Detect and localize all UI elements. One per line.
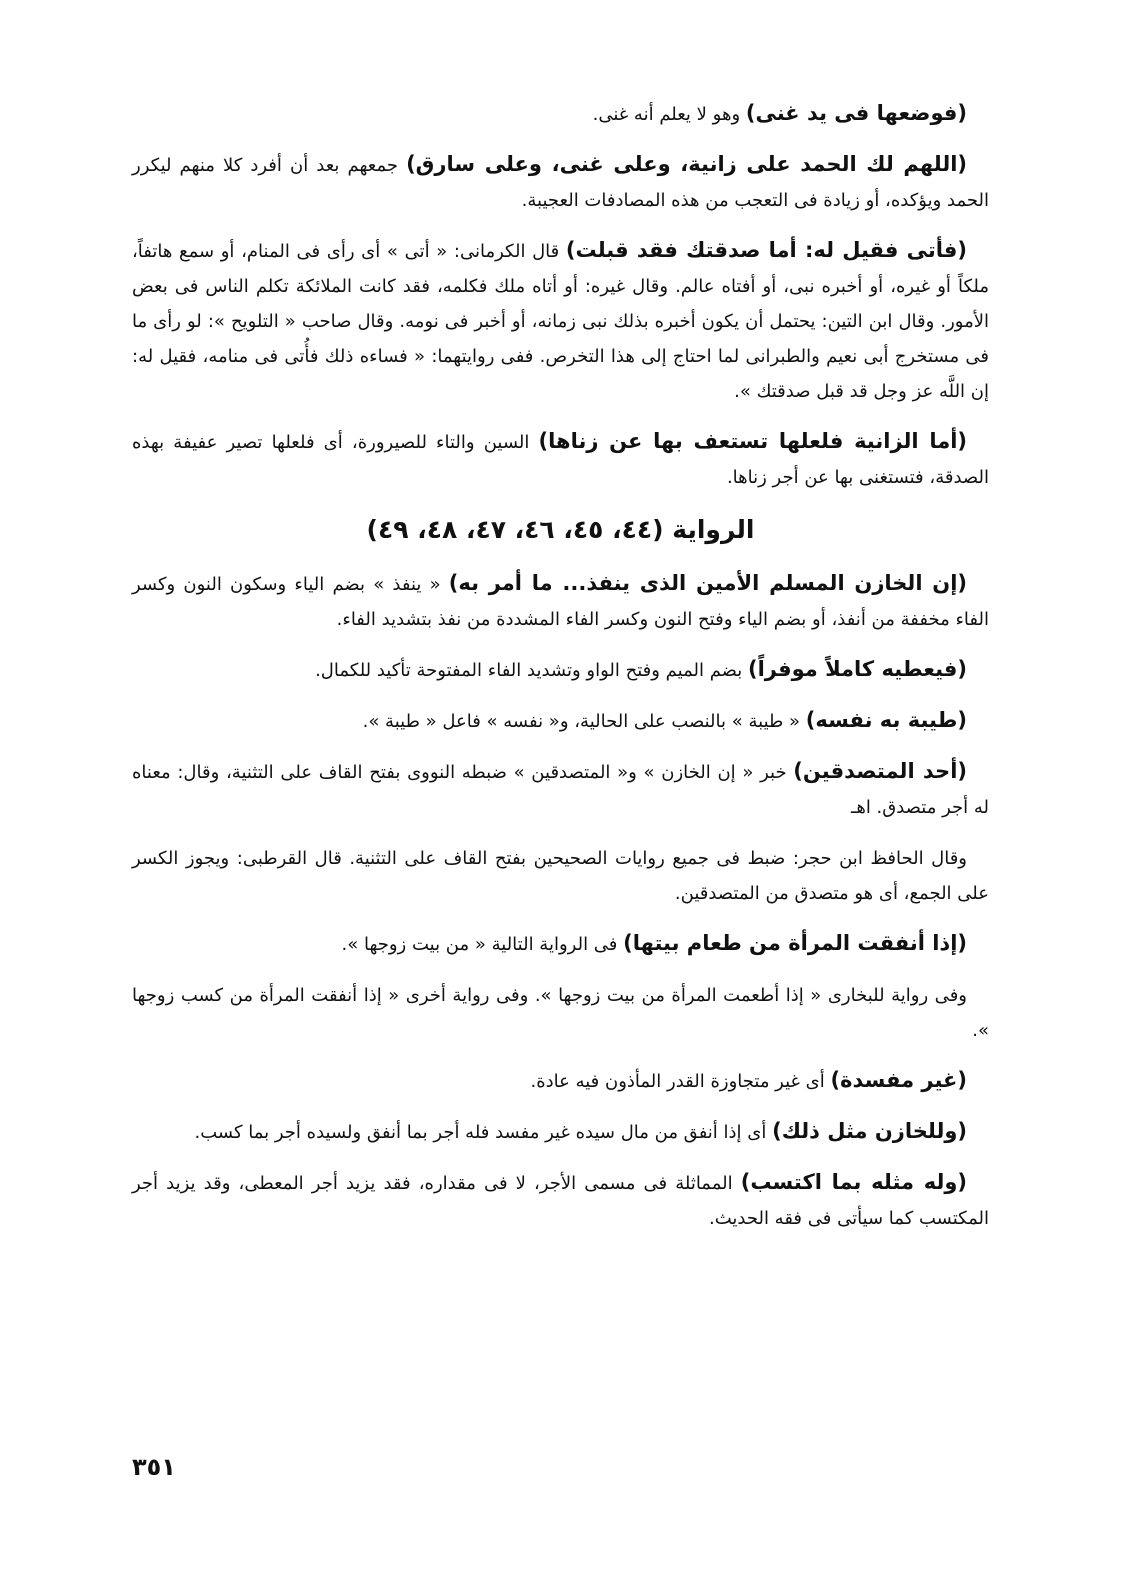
paragraph-heading: (إذا أنفقت المرأة من طعام بيتها) xyxy=(623,931,967,955)
paragraph-heading: (اللهم لك الحمد على زانية، وعلى غنى، وعلى سارق) xyxy=(406,152,967,176)
section-title: الرواية (٤٤، ٤٥، ٤٦، ٤٧، ٤٨، ٤٩) xyxy=(366,515,755,544)
paragraph-heading: (فيعطيه كاملاً موفراً) xyxy=(748,657,967,681)
paragraph-text: جمعهم بعد أن أفرد كلا منهم ليكرر الحمد ويؤكده، أو زيادة فى التعجب من هذه المصادفات العجيبة. xyxy=(132,155,989,211)
paragraph-11 xyxy=(132,977,989,1048)
paragraph-heading: (غير مفسدة) xyxy=(830,1068,967,1092)
paragraph-1 xyxy=(132,96,989,132)
paragraph-text: السين والتاء للصيرورة، أى فلعلها تصير عفيفة بهذه الصدقة، فتستغنى بها عن أجر زناها. xyxy=(132,432,989,488)
paragraph-heading: (طيبة به نفسه) xyxy=(805,708,967,732)
paragraph-3 xyxy=(132,233,989,409)
paragraph-heading: (وله مثله بما اكتسب) xyxy=(740,1170,967,1194)
paragraph-text: المماثلة فى مسمى الأجر، لا فى مقداره، فقد يزيد أجر المعطى، وقد يزيد أجر المكتسب كما سيأتى فى فقه الحديث. xyxy=(132,1173,989,1229)
paragraph-heading: (إن الخازن المسلم الأمين الذى ينفذ... ما أمر به) xyxy=(448,571,967,595)
paragraph-6 xyxy=(132,652,989,688)
paragraph-text: وهو لا يعلم أنه غنى. xyxy=(592,104,746,125)
page-body xyxy=(132,96,989,1251)
paragraph-heading: (فأتى فقيل له: أما صدقتك فقد قبلت) xyxy=(565,238,967,262)
paragraph-5 xyxy=(132,566,989,637)
paragraph-heading: (أحد المتصدقين) xyxy=(793,759,967,783)
paragraph-text: أى إذا أنفق من مال سيده غير مفسد فله أجر بما أنفق ولسيده أجر بما كسب. xyxy=(194,1122,773,1143)
paragraph-heading: (وللخازن مثل ذلك) xyxy=(772,1119,967,1143)
paragraph-9 xyxy=(132,840,989,911)
paragraph-text: خبر « إن الخازن » و« المتصدقين » ضبطه النووى بفتح القاف على التثنية، وقال: معناه له أجر متصدق. اهـ xyxy=(132,762,989,818)
paragraph-text: فى الرواية التالية « من بيت زوجها ». xyxy=(341,934,624,955)
paragraph-text: وفى رواية للبخارى « إذا أطعمت المرأة من بيت زوجها ». وفى رواية أخرى « إذا أنفقت المرأة من كسب زوجها ». xyxy=(132,985,989,1041)
paragraph-text: قال الكرمانى: « أتى » أى رأى فى المنام، أو سمع هاتفاً، ملكاً أو غيره، أو أخبره نبى، أو أفتاه عالم. وقال غيره: أو أتاه ملك فكلمه، فقد كانت الملائكة تكلم الناس فى بعض الأمور. وقال ابن التين: يحتمل أن يكون أخبره بذلك نبى زمانه، أو أخبر فى نومه. وقال صاحب « التلويح »: لو رأى ما فى مستخرج أبى نعيم والطبرانى لما احتاج إلى هذا التخرص. ففى روايتهما: « فساءه ذلك فأُتى فى منامه، فقيل له: إن اللَّه عز وجل قد قبل صدقتك ». xyxy=(132,241,989,402)
paragraph-4 xyxy=(132,424,989,495)
paragraph-text: « ينفذ » بضم الياء وسكون النون وكسر الفاء مخففة من أنفذ، أو بضم الياء وفتح النون وكسر الفاء المشددة من نفذ بتشديد الفاء. xyxy=(132,574,989,630)
paragraph-heading: (فوضعها فى يد غنى) xyxy=(745,101,967,125)
paragraph-13 xyxy=(132,1114,989,1150)
paragraph-heading: (أما الزانية فلعلها تستعف بها عن زناها) xyxy=(538,429,968,453)
paragraph-8 xyxy=(132,754,989,825)
paragraph-text: بضم الميم وفتح الواو وتشديد الفاء المفتوحة تأكيد للكمال. xyxy=(315,660,749,681)
paragraph-text: « طيبة » بالنصب على الحالية، و« نفسه » فاعل « طيبة ». xyxy=(362,711,806,732)
paragraph-7 xyxy=(132,703,989,739)
paragraph-10 xyxy=(132,926,989,962)
page-number: ٣٥١ xyxy=(132,1453,176,1481)
paragraph-14 xyxy=(132,1165,989,1236)
paragraph-text: أى غير متجاوزة القدر المأذون فيه عادة. xyxy=(530,1071,831,1092)
paragraph-2 xyxy=(132,147,989,218)
paragraph-12 xyxy=(132,1063,989,1099)
paragraph-text: وقال الحافظ ابن حجر: ضبط فى جميع روايات الصحيحين بفتح القاف على التثنية. قال القرطبى: ويجوز الكسر على الجمع، أى هو متصدق من المتصدقين. xyxy=(132,848,989,904)
